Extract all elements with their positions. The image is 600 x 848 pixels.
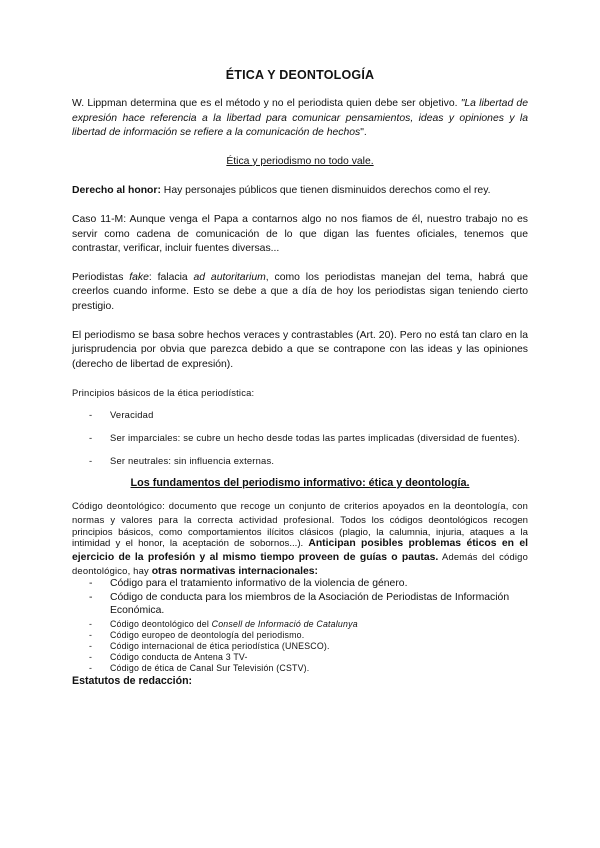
list-item: - Código de conducta para los miembros de la Asociación de Periodistas de Información Económica. — [72, 592, 528, 617]
estatutos-heading: Estatutos de redacción: — [72, 675, 193, 688]
list-item — [72, 619, 528, 630]
list-item: - Veracidad — [72, 409, 528, 422]
codigo-paragraph — [72, 499, 528, 578]
codigo-text-2: Todos los códigos deontológicos recogen principios básicos, como comportamientos ilícitos clásicos (plagio, la calumnia, injuria, ataques a la intimidad y el honor, la aceptación de sobornos...). — [72, 514, 528, 550]
fake-text-2: : falacia — [148, 271, 194, 283]
page-title: ÉTICA Y DEONTOLOGÍA — [225, 68, 375, 82]
intro-quote: "La libertad de expresión hace referencia a la libertad para comunicar pensamientos, ideas y opiniones y la libertad de información se refiere a la comunicación de hechos — [72, 98, 528, 139]
honor-label: Derecho al honor: — [72, 185, 161, 197]
fake-text-3: , como los periodistas manejan del tema, habrá que creerlos cuando informe. Esto se debe a que a día de hoy los periodistas sigan teniendo cierto prestigio. — [72, 271, 528, 312]
catalunya-name: Consell de Informació de Catalunya — [211, 619, 358, 630]
caso-paragraph: Caso 11-M: Aunque venga el Papa a contarnos algo no nos fiamos de él, nuestro trabajo no es servir como cadena de comunicación de lo que digan las fuentes oficiales, tenemos que contrastar, verificar, incluir fuentes diversas... — [72, 213, 528, 255]
list-item: - Código de ética de Canal Sur Televisión (CSTV). — [72, 663, 528, 674]
document-page — [72, 68, 528, 689]
latin-term: ad autoritarium — [193, 271, 266, 283]
list-item: - Código europeo de deontología del periodismo. — [72, 630, 528, 641]
list-item: - Código conducta de Antena 3 TV- — [72, 652, 528, 663]
list-item: - Ser imparciales: se cubre un hecho desde todas las partes implicadas (diversidad de fuentes). — [72, 432, 528, 445]
intro-text: W. Lippman determina que es el método y no el periodista quien debe ser objetivo. — [72, 98, 461, 109]
codigo-text-3: Además del código deontológico, hay — [72, 551, 528, 577]
fundamentos-heading: Los fundamentos del periodismo informativo: ética y deontología. — [130, 477, 470, 490]
codigo-bold-2: otras normativas internacionales: — [151, 566, 319, 578]
list-item: - Ser neutrales: sin influencia externas. — [72, 455, 528, 468]
fake-word: fake — [129, 271, 149, 283]
list-item: - Código internacional de ética periodística (UNESCO). — [72, 641, 528, 652]
intro-paragraph — [72, 97, 528, 141]
codigo-bold-1: Anticipan posibles problemas éticos en el ejercicio de la profesión y al mismo tiempo proveen de guías o pautas. — [72, 538, 528, 564]
normativas-list — [72, 578, 528, 674]
fake-text-1: Periodistas — [72, 271, 130, 283]
principios-list — [72, 409, 528, 467]
codigo-text-1: Código deontológico: documento que recoge un conjunto de criterios apoyados en la deontología, con normas y valores para la correcta actividad profesional. — [72, 500, 528, 525]
honor-paragraph — [72, 184, 528, 199]
principios-heading: Principios básicos de la ética periodística: — [72, 387, 255, 399]
section-subtitle: Ética y periodismo no todo vale. — [226, 155, 374, 167]
fake-paragraph — [72, 271, 528, 315]
intro-end: ". — [360, 127, 367, 139]
periodismo-paragraph: El periodismo se basa sobre hechos veraces y contrastables (Art. 20). Pero no está tan claro en la jurisprudencia por obvia que parezca debido a que se contrapone con las ideas y las opiniones (derecho de libertad de expresión). — [72, 329, 528, 370]
catalunya-text: Código deontológico del — [110, 619, 212, 630]
honor-text: Hay personajes públicos que tienen disminuidos derechos como el rey. — [160, 185, 491, 197]
list-item: - Código para el tratamiento informativo de la violencia de género. — [72, 578, 528, 590]
